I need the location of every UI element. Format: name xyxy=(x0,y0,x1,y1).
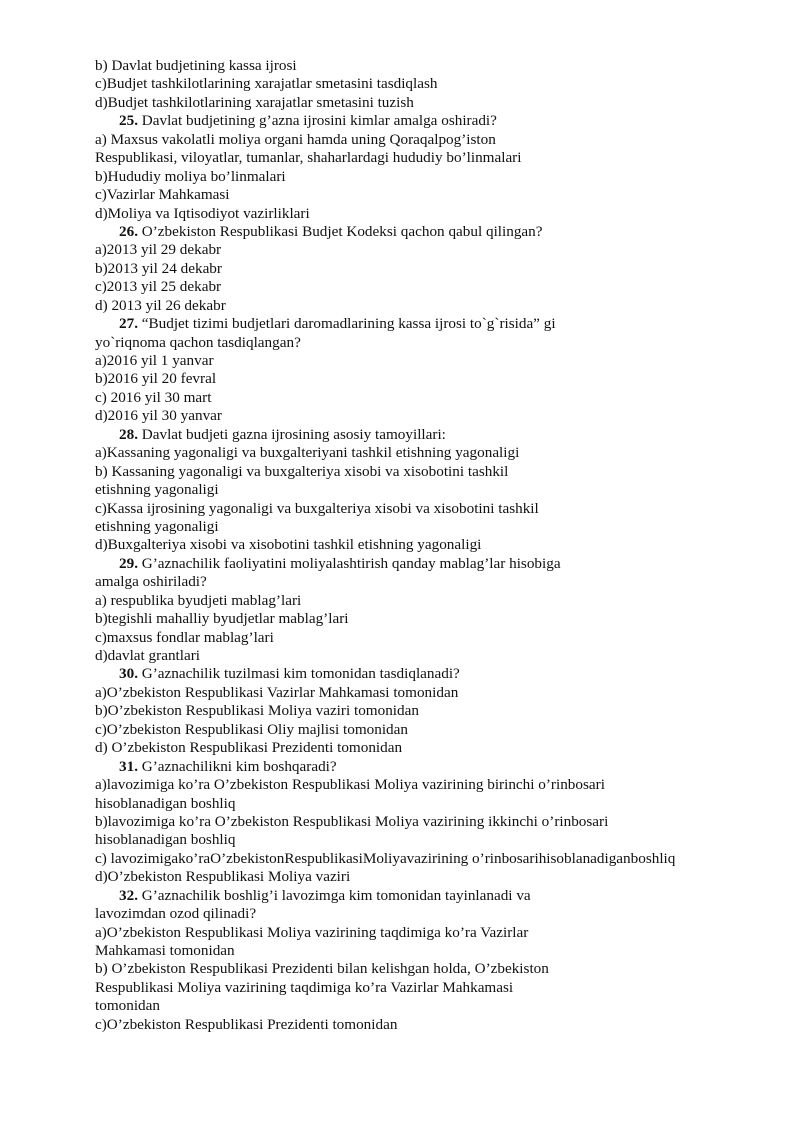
question-text: Davlat budjetining g’azna ijrosini kimlar amalga oshiradi? xyxy=(137,112,497,130)
line-text: c)O’zbekiston Respublikasi Oliy majlisi tomonidan xyxy=(95,720,408,738)
text-line xyxy=(95,684,785,702)
line-text: b)tegishli mahalliy byudjetlar mablag’lari xyxy=(95,610,349,628)
line-text: lavozimdan ozod qilinadi? xyxy=(95,905,257,923)
line-text: d) O’zbekiston Respublikasi Prezidenti tomonidan xyxy=(95,739,403,757)
text-line xyxy=(95,149,785,167)
text-line xyxy=(95,1016,785,1034)
text-line xyxy=(95,297,785,315)
line-text: c)Kassa ijrosining yagonaligi va buxgalteriya xisobi va xisobotini tashkil xyxy=(95,499,539,517)
line-text: a)2013 yil 29 dekabr xyxy=(95,241,222,259)
line-text: b) Kassaning yagonaligi va buxgalteriya xisobi va xisobotini tashkil xyxy=(95,462,509,480)
text-line xyxy=(95,205,785,223)
question-text: Davlat budjeti gazna ijrosining asosiy tamoyillari: xyxy=(137,425,446,443)
line-text: a)O’zbekiston Respublikasi Vazirlar Mahkamasi tomonidan xyxy=(95,683,459,701)
line-text: c)Vazirlar Mahkamasi xyxy=(95,186,230,204)
text-line xyxy=(95,463,785,481)
line-text: b) Davlat budjetining kassa ijrosi xyxy=(95,57,297,74)
text-line xyxy=(95,481,785,499)
line-text: c)maxsus fondlar mablag’lari xyxy=(95,628,274,646)
text-line xyxy=(95,739,785,757)
question-line xyxy=(95,887,785,905)
text-line xyxy=(95,647,785,665)
question-number: 32. xyxy=(119,886,138,904)
text-line xyxy=(95,573,785,591)
line-text: b) O’zbekiston Respublikasi Prezidenti bilan kelishgan holda, O’zbekiston xyxy=(95,960,549,978)
text-line xyxy=(95,795,785,813)
text-line xyxy=(95,942,785,960)
text-line xyxy=(95,979,785,997)
line-text: d)Moliya va Iqtisodiyot vazirliklari xyxy=(95,204,310,222)
question-number: 25. xyxy=(119,112,138,130)
question-line xyxy=(95,665,785,683)
text-line xyxy=(95,776,785,794)
text-line xyxy=(95,997,785,1015)
line-text: yo`riqnoma qachon tasdiqlangan? xyxy=(95,333,301,351)
text-line xyxy=(95,610,785,628)
line-text: d)O’zbekiston Respublikasi Moliya vaziri xyxy=(95,868,351,886)
line-text: d)Budjet tashkilotlarining xarajatlar smetasini tuzish xyxy=(95,93,414,111)
text-line xyxy=(95,389,785,407)
text-line xyxy=(95,131,785,149)
line-text: hisoblanadigan boshliq xyxy=(95,794,236,812)
line-text: c)Budjet tashkilotlarining xarajatlar smetasini tasdiqlash xyxy=(95,75,438,93)
text-line xyxy=(95,168,785,186)
line-text: b)Hududiy moliya bo’linmalari xyxy=(95,167,286,185)
line-text: c) 2016 yil 30 mart xyxy=(95,388,212,406)
line-text: b)O’zbekiston Respublikasi Moliya vaziri tomonidan xyxy=(95,702,419,720)
text-line xyxy=(95,352,785,370)
text-line xyxy=(95,260,785,278)
text-line xyxy=(95,592,785,610)
question-text: G’aznachilik boshlig’i lavozimga kim tomonidan tayinlanadi va xyxy=(137,886,531,904)
line-text: c) lavozimigako’raO’zbekistonRespublikasiMoliyavazirining o’rinbosarihisoblanadiganboshliq xyxy=(95,849,676,867)
text-line xyxy=(95,629,785,647)
text-line xyxy=(95,868,785,886)
line-text: d) 2013 yil 26 dekabr xyxy=(95,296,226,314)
question-number: 27. xyxy=(119,315,138,333)
text-line xyxy=(95,518,785,536)
question-number: 31. xyxy=(119,757,138,775)
text-line xyxy=(95,831,785,849)
question-line xyxy=(95,555,785,573)
text-line xyxy=(95,850,785,868)
line-text: amalga oshiriladi? xyxy=(95,573,207,591)
text-line xyxy=(95,702,785,720)
line-text: c)2013 yil 25 dekabr xyxy=(95,278,222,296)
text-line xyxy=(95,278,785,296)
text-line xyxy=(95,57,785,75)
text-line xyxy=(95,407,785,425)
line-text: a) Maxsus vakolatli moliya organi hamda uning Qoraqalpog’iston xyxy=(95,130,496,148)
question-number: 26. xyxy=(119,222,138,240)
line-text: a) respublika byudjeti mablag’lari xyxy=(95,591,302,609)
line-text: Mahkamasi tomonidan xyxy=(95,942,235,959)
question-text: G’aznachilik tuzilmasi kim tomonidan tasdiqlanadi? xyxy=(137,665,460,683)
text-line xyxy=(95,334,785,352)
line-text: b)2013 yil 24 dekabr xyxy=(95,259,222,277)
question-text: “Budjet tizimi budjetlari daromadlarining kassa ijrosi to`g`risida” gi xyxy=(137,315,556,333)
line-text: b)lavozimiga ko’ra O’zbekiston Respublikasi Moliya vazirining ikkinchi o’rinbosari xyxy=(95,812,609,830)
text-line xyxy=(95,370,785,388)
line-text: Respublikasi Moliya vazirining taqdimiga ko’ra Vazirlar Mahkamasi xyxy=(95,978,514,996)
line-text: hisoblanadigan boshliq xyxy=(95,831,236,849)
question-number: 29. xyxy=(119,554,138,572)
line-text: a)O’zbekiston Respublikasi Moliya vazirining taqdimiga ko’ra Vazirlar xyxy=(95,923,529,941)
question-line xyxy=(95,223,785,241)
line-text: tomonidan xyxy=(95,997,160,1015)
text-line xyxy=(95,186,785,204)
question-number: 30. xyxy=(119,665,138,683)
question-text: O’zbekiston Respublikasi Budjet Kodeksi qachon qabul qilingan? xyxy=(137,222,543,240)
text-line xyxy=(95,444,785,462)
line-text: d)davlat grantlari xyxy=(95,647,200,664)
question-line xyxy=(95,758,785,776)
text-line xyxy=(95,924,785,942)
line-text: c)O’zbekiston Respublikasi Prezidenti tomonidan xyxy=(95,1015,398,1033)
question-text: G’aznachilik faoliyatini moliyalashtirish qanday mablag’lar hisobiga xyxy=(137,554,561,572)
line-text: a)2016 yil 1 yanvar xyxy=(95,352,214,369)
text-line xyxy=(95,960,785,978)
text-line xyxy=(95,241,785,259)
question-number: 28. xyxy=(119,425,138,443)
question-text: G’aznachilikni kim boshqaradi? xyxy=(137,757,337,775)
document-page xyxy=(95,57,785,1034)
question-line xyxy=(95,426,785,444)
line-text: Respublikasi, viloyatlar, tumanlar, shaharlardagi hududiy bo’linmalari xyxy=(95,149,522,167)
line-text: etishning yagonaligi xyxy=(95,517,219,535)
line-text: a)Kassaning yagonaligi va buxgalteriyani tashkil etishning yagonaligi xyxy=(95,444,520,462)
line-text: d)2016 yil 30 yanvar xyxy=(95,407,222,425)
line-text: a)lavozimiga ko’ra O’zbekiston Respublikasi Moliya vazirining birinchi o’rinbosari xyxy=(95,776,605,794)
question-line xyxy=(95,112,785,130)
question-line xyxy=(95,315,785,333)
text-line xyxy=(95,536,785,554)
text-line xyxy=(95,75,785,93)
line-text: d)Buxgalteriya xisobi va xisobotini tashkil etishning yagonaligi xyxy=(95,536,482,554)
text-line xyxy=(95,500,785,518)
line-text: b)2016 yil 20 fevral xyxy=(95,370,217,388)
line-text: etishning yagonaligi xyxy=(95,481,219,499)
text-line xyxy=(95,905,785,923)
text-line xyxy=(95,94,785,112)
text-line xyxy=(95,721,785,739)
text-line xyxy=(95,813,785,831)
